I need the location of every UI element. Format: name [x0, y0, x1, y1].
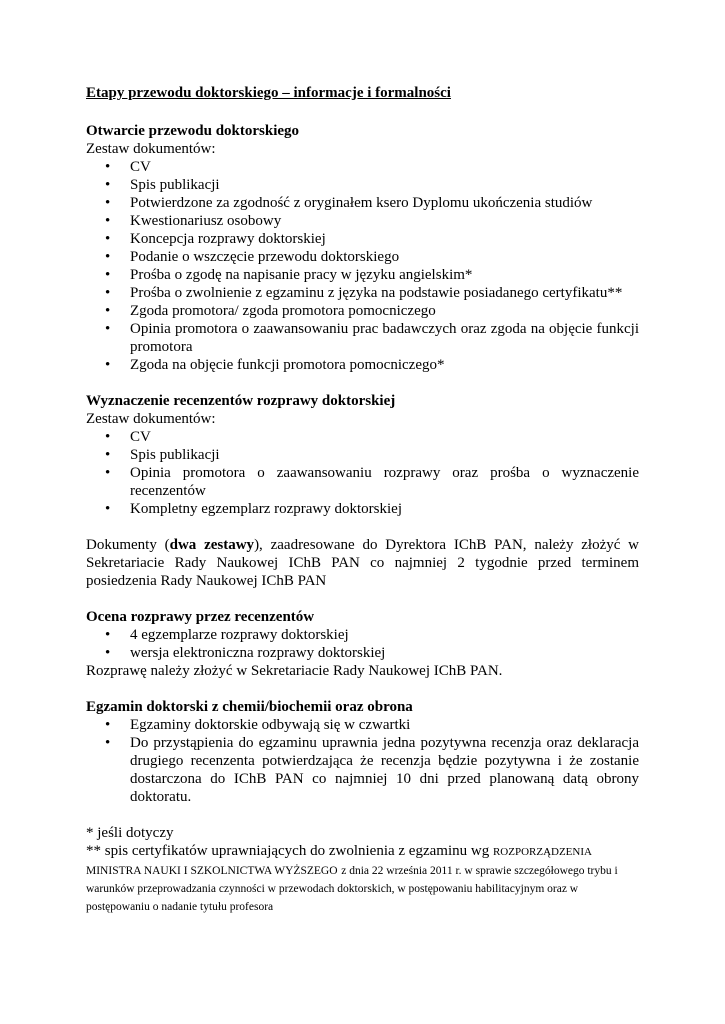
- list-item: • Egzaminy doktorskie odbywają się w czwartki: [86, 716, 639, 734]
- list-item: • Koncepcja rozprawy doktorskiej: [86, 230, 639, 248]
- list-item: • Prośba o zgodę na napisanie pracy w języku angielskim*: [86, 266, 639, 284]
- list-item: • Zgoda promotora/ zgoda promotora pomocniczego: [86, 302, 639, 320]
- submission-note-bold: dwa zestawy: [169, 537, 255, 553]
- list-item: • 4 egzemplarze rozprawy doktorskiej: [86, 626, 639, 644]
- list-item: • Potwierdzone za zgodność z oryginałem ksero Dyplomu ukończenia studiów: [86, 194, 639, 212]
- list-item: • Podanie o wszczęcie przewodu doktorskiego: [86, 248, 639, 266]
- list-item: • Kompletny egzemplarz rozprawy doktorskiej: [86, 500, 639, 518]
- list-item: • CV: [86, 158, 639, 176]
- footnote-2-lead: ** spis certyfikatów uprawniających do zwolnienia z egzaminu wg: [86, 843, 490, 859]
- list-item: • Prośba o zwolnienie z egzaminu z języka na podstawie posiadanego certyfikatu**: [86, 284, 639, 302]
- submission-note: [86, 536, 639, 590]
- section-exam: [86, 698, 639, 806]
- footnote-2: [86, 842, 639, 915]
- footnote-1: * jeśli dotyczy: [86, 825, 174, 841]
- footnote-2-caps-1: ROZPORZĄDZENIA: [492, 846, 592, 858]
- section-heading: Otwarcie przewodu doktorskiego: [86, 123, 300, 139]
- document-page: [86, 84, 639, 915]
- document-list: [86, 716, 639, 806]
- footnote-2-rest: z dnia 22 września 2011 r. w sprawie szczegółowego trybu i warunków przeprowadzania czynności w przewodach doktorskich, w postępowaniu habilitacyjnym oraz w postępowaniu o nadanie tytułu profesora: [86, 865, 618, 913]
- document-list: [86, 158, 639, 374]
- document-title: Etapy przewodu doktorskiego – informacje i formalności: [86, 85, 451, 101]
- section-heading: Wyznaczenie recenzentów rozprawy doktorskiej: [86, 393, 396, 409]
- list-item: • CV: [86, 428, 639, 446]
- submission-note-before: Dokumenty (: [86, 537, 170, 553]
- submission-note-after: ), zaadresowane do Dyrektora IChB PAN, należy złożyć w Sekretariacie Rady Naukowej IChB PAN co najmniej 2 tygodnie przed terminem posiedzenia Rady Naukowej IChB PAN: [86, 537, 639, 589]
- section-note: Rozprawę należy złożyć w Sekretariacie Rady Naukowej IChB PAN.: [86, 663, 503, 679]
- footnote-2-caps-2: MINISTRA NAUKI I SZKOLNICTWA WYŻSZEGO: [86, 865, 338, 877]
- section-review: [86, 608, 639, 680]
- document-list: [86, 428, 639, 518]
- section-opening: [86, 122, 639, 374]
- document-list: [86, 626, 639, 662]
- list-item: • Do przystąpienia do egzaminu uprawnia jedna pozytywna recenzja oraz deklaracja drugiego recenzenta potwierdzająca że recenzja będzie pozytywna i że zostanie dostarczona do IChB PAN co najmniej 10 dni przed planowaną datą obrony doktoratu.: [86, 734, 639, 806]
- list-item: • Opinia promotora o zaawansowaniu prac badawczych oraz zgoda na objęcie funkcji promotora: [86, 320, 639, 356]
- footnotes: [86, 824, 639, 915]
- list-item: • Spis publikacji: [86, 446, 639, 464]
- section-intro: Zestaw dokumentów:: [86, 141, 216, 157]
- list-item: • wersja elektroniczna rozprawy doktorskiej: [86, 644, 639, 662]
- list-item: • Spis publikacji: [86, 176, 639, 194]
- section-heading: Ocena rozprawy przez recenzentów: [86, 609, 315, 625]
- section-heading: Egzamin doktorski z chemii/biochemii oraz obrona: [86, 699, 413, 715]
- list-item: • Kwestionariusz osobowy: [86, 212, 639, 230]
- section-intro: Zestaw dokumentów:: [86, 411, 216, 427]
- list-item: • Opinia promotora o zaawansowaniu rozprawy oraz prośba o wyznaczenie recenzentów: [86, 464, 639, 500]
- section-reviewers: [86, 392, 639, 518]
- list-item: • Zgoda na objęcie funkcji promotora pomocniczego*: [86, 356, 639, 374]
